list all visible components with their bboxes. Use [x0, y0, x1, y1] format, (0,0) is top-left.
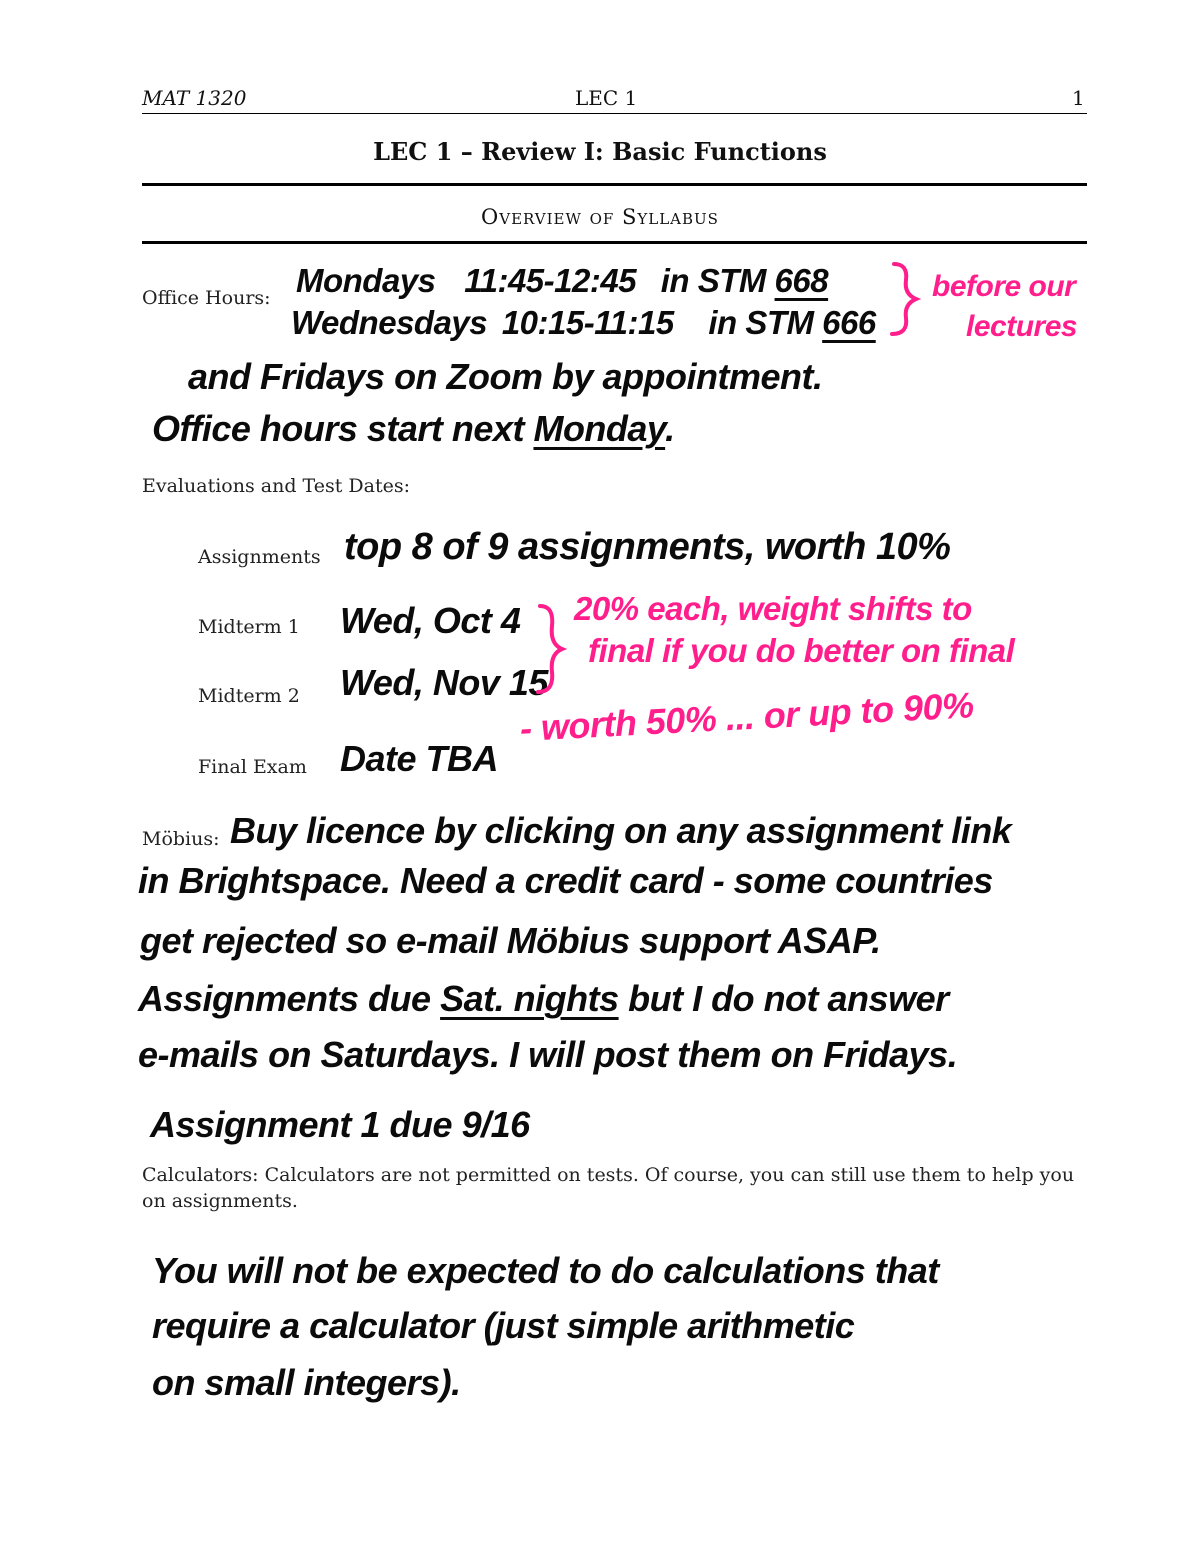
evaluations-label: Evaluations and Test Dates:: [142, 475, 410, 497]
oh-wed-day: Wednesdays: [291, 304, 488, 341]
section-rule: [142, 241, 1087, 244]
office-hours-line-1: [296, 262, 828, 300]
final-exam-label: Final Exam: [198, 756, 307, 778]
mobius-line-2: in Brightspace. Need a credit card - some countries: [138, 860, 993, 901]
course-code: MAT 1320: [142, 86, 247, 110]
mobius-label: Möbius:: [142, 828, 220, 850]
oh-mon-room: 668: [774, 262, 829, 299]
mobius-line-1: Buy licence by clicking on any assignment link: [230, 810, 1012, 851]
final-exam-weight-note: - worth 50% ... or up to 90%: [518, 684, 975, 749]
mobius-due-c: but I do not answer: [628, 978, 949, 1019]
section-heading: Overview of Syllabus: [481, 205, 719, 229]
header-lecture: LEC 1: [575, 86, 638, 110]
mobius-due-a: Assignments due: [138, 978, 431, 1019]
page-title: LEC 1 – Review I: Basic Functions: [373, 137, 827, 166]
brace-icon: [886, 258, 926, 340]
assignments-label: Assignments: [198, 546, 321, 568]
midterm-2-label: Midterm 2: [198, 685, 300, 707]
assignments-note: top 8 of 9 assignments, worth 10%: [344, 526, 951, 568]
oh-mon-day: Mondays: [296, 262, 436, 299]
midterm-note-1: 20% each, weight shifts to: [574, 590, 972, 627]
calculators-note-2: require a calculator (just simple arithmetic: [152, 1305, 855, 1346]
mobius-line-6: Assignment 1 due 9/16: [150, 1104, 530, 1145]
office-hours-side-note-1: before our: [932, 270, 1076, 303]
midterm-2-note: Wed, Nov 15: [340, 662, 548, 703]
midterm-1-note: Wed, Oct 4: [340, 600, 521, 641]
oh-start-end: .: [665, 408, 675, 449]
midterm-brace-icon: [530, 600, 570, 698]
office-hours-label: Office Hours:: [142, 287, 271, 309]
mobius-line-4: [138, 978, 949, 1020]
oh-wed-room: 666: [822, 304, 876, 341]
calculators-note-3: on small integers).: [152, 1362, 461, 1403]
office-hours-line-4: [152, 408, 675, 450]
mobius-line-3: get rejected so e-mail Möbius support ASAP.: [140, 920, 881, 961]
oh-start-day: Monday: [533, 408, 666, 449]
oh-wed-where: in STM: [708, 304, 814, 341]
midterm-note-2: final if you do better on final: [588, 632, 1015, 669]
header-rule: [142, 113, 1087, 114]
office-hours-side-note-2: lectures: [966, 310, 1078, 343]
title-rule: [142, 183, 1087, 186]
midterm-1-label: Midterm 1: [198, 616, 300, 638]
oh-mon-time: 11:45-12:45: [464, 262, 637, 299]
final-exam-note: Date TBA: [340, 738, 499, 779]
calculators-paragraph: Calculators: Calculators are not permitted on tests. Of course, you can still use them to help you on assignments.: [142, 1164, 1075, 1212]
calculators-note-1: You will not be expected to do calculations that: [152, 1250, 939, 1291]
oh-mon-where: in STM: [660, 262, 766, 299]
mobius-line-5: e-mails on Saturdays. I will post them on Fridays.: [138, 1034, 958, 1075]
office-hours-line-3: and Fridays on Zoom by appointment.: [188, 356, 823, 397]
oh-wed-time: 10:15-11:15: [501, 304, 674, 341]
oh-start-prefix: Office hours start next: [152, 408, 524, 449]
mobius-due-b: Sat. nights: [440, 978, 619, 1019]
page-number: 1: [1072, 86, 1085, 110]
office-hours-line-2: [291, 304, 876, 342]
